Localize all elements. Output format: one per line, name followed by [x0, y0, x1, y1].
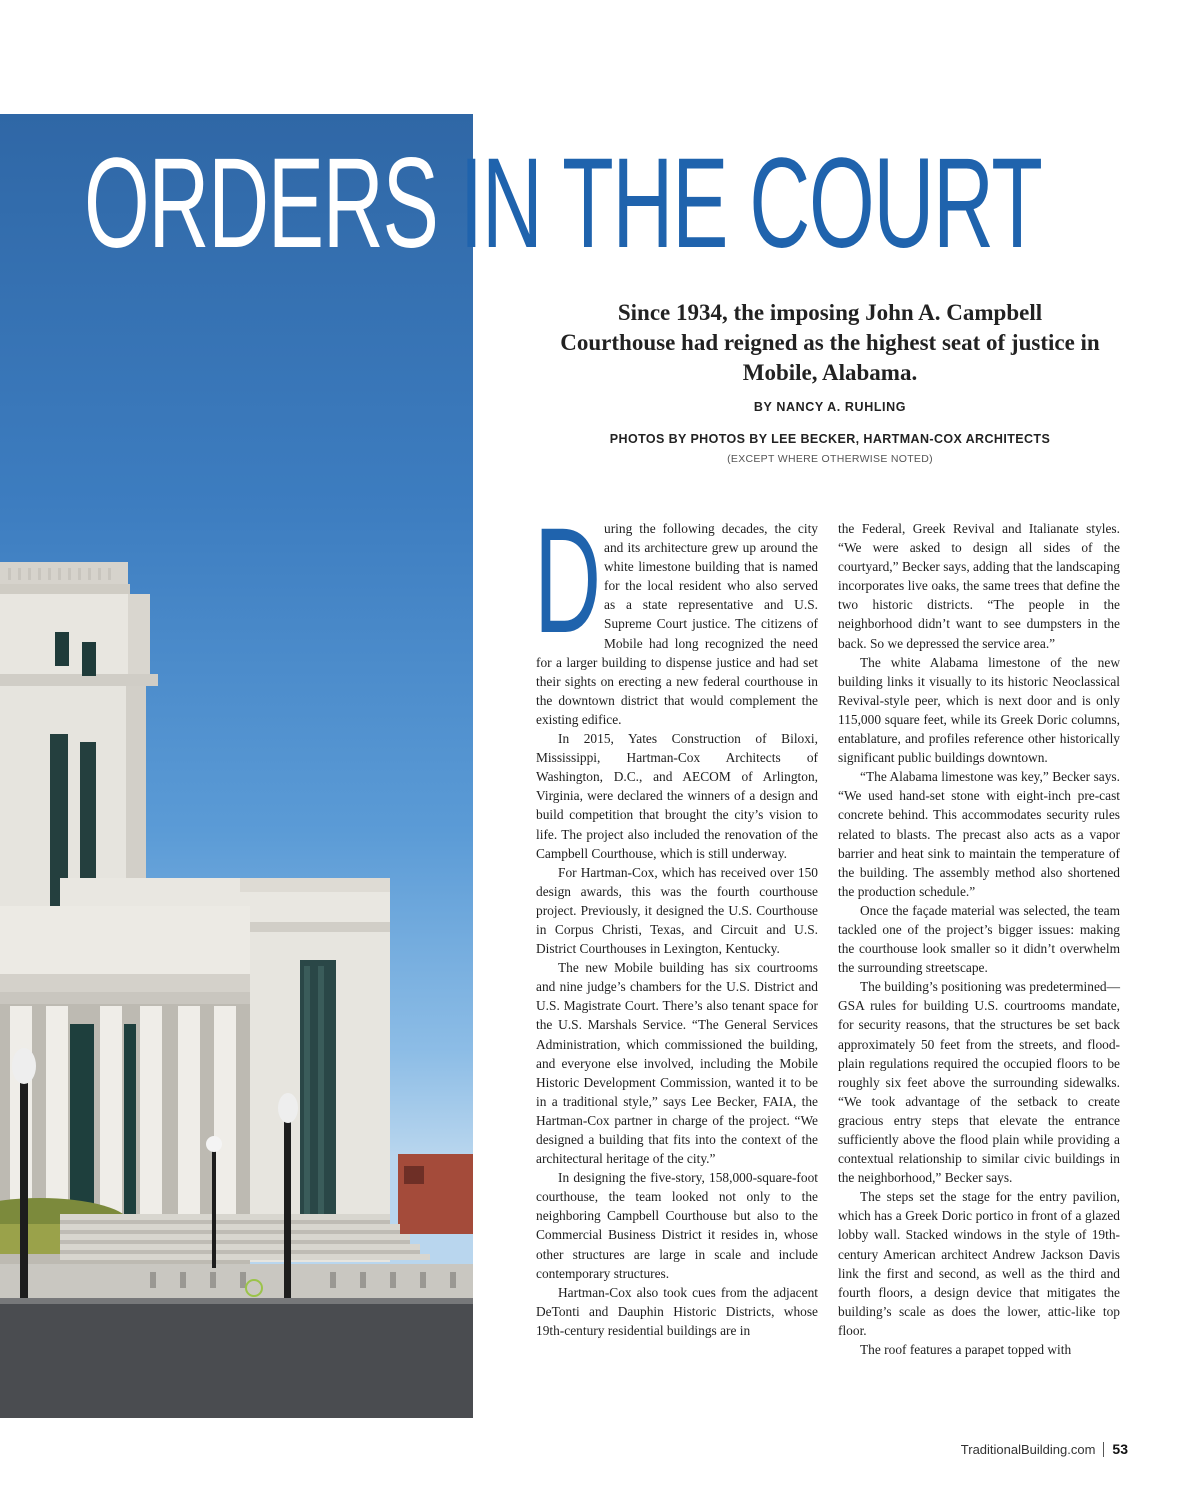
photo-credit-note: (EXCEPT WHERE OTHERWISE NOTED)	[727, 453, 933, 465]
courthouse-photo	[0, 114, 473, 1418]
footer-divider	[1103, 1442, 1104, 1457]
article-column-right	[838, 519, 1120, 1359]
headline-word-white: ORDERS	[84, 132, 438, 275]
article-paragraph: For Hartman-Cox, which has received over 150 design awards, this was the fourth courthouse project. Previously, it designed the U.S. Courthouse in Corpus Christi, Texas, and Circuit and U.S. District Courthouses in Lexington, Kentucky.	[536, 864, 818, 957]
article-column-left	[534, 496, 818, 1340]
article-paragraph: the Federal, Greek Revival and Italianate styles. “We were asked to design all sides of the courtyard,” Becker says, adding that the landscaping incorporates live oaks, the same trees that define the two historic districts. “The people in the neighborhood didn’t want to see dumpsters in the back. So we depressed the service area.”	[838, 521, 1120, 651]
article-paragraph: In 2015, Yates Construction of Biloxi, Mississippi, Hartman-Cox Architects of Washington, D.C., and AECOM of Arlington, Virginia, were declared the winners of a design and build competition that brought the city’s vision to life. The project also included the renovation of the Campbell Courthouse, which is still underway.	[536, 731, 818, 861]
article-paragraph: During the following decades, the city and its architecture grew up around the white limestone building that is named for the local resident who also served as a state representative and U.S. Supreme Court justice. The citizens of Mobile had long recognized the need for a larger building to dispense justice and had set their sights on erecting a new federal courthouse in the downtown district that would complement the existing edifice.	[534, 496, 818, 727]
page-number: 53	[1112, 1441, 1128, 1457]
headline-word-blue: IN THE COURT	[459, 132, 1042, 275]
headline	[84, 134, 1041, 274]
author-byline: BY NANCY A. RUHLING	[753, 400, 907, 414]
article-paragraph: The steps set the stage for the entry pavilion, which has a Greek Doric portico in front of a glazed lobby wall. Stacked windows in the style of 19th-century American architect Andrew Jackson Davis link the first and second, as well as the third and fourth floors, a design device that mitigates the building’s scale as does the lower, attic-like top floor.	[838, 1189, 1120, 1338]
drop-cap: D	[534, 496, 602, 664]
footer-site-link[interactable]: TraditionalBuilding.com	[960, 1441, 1096, 1457]
photo-credit: PHOTOS BY PHOTOS BY LEE BECKER, HARTMAN-COX ARCHITECTS	[609, 432, 1051, 446]
article-paragraph: Hartman-Cox also took cues from the adjacent DeTonti and Dauphin Historic Districts, whose 19th-century residential buildings are in	[536, 1284, 818, 1338]
article-paragraph: The new Mobile building has six courtrooms and nine judge’s chambers for the U.S. District and U.S. Magistrate Court. There’s also tenant space for the U.S. Marshals Service. “The General Services Administration, which commissioned the building, and everyone else involved, including the Mobile Historic Development Commission, wanted it to be in a traditional style,” says Lee Becker, FAIA, the Hartman-Cox partner in charge of the project. “We designed a building that fits into the context of the architectural heritage of the city.”	[536, 960, 818, 1167]
article-paragraph: Once the façade material was selected, the team tackled one of the project’s bigger issues: making the courthouse look smaller so it didn’t overwhelm the surrounding streetscape.	[838, 902, 1120, 976]
article-paragraph: The building’s positioning was predetermined—GSA rules for building U.S. courtrooms mandate, for security reasons, that the structures be set back approximately 50 feet from the streets, and flood-plain regulations required the occupied floors to be roughly six feet above the surrounding sidewalks. “We took advantage of the setback to create gracious entry steps that elevate the entrance sufficiently above the flood plain while providing a contextual relationship to similar civic buildings in the neighborhood,” Becker says.	[838, 979, 1120, 1186]
article-paragraph: The roof features a parapet topped with	[860, 1342, 1072, 1358]
article-paragraph: In designing the five-story, 158,000-square-foot courthouse, the team looked not only to the neighboring Campbell Courthouse but also to the Commercial Business District it resides in, whose other structures are large in scale and include contemporary structures.	[536, 1170, 818, 1281]
article-paragraph: “The Alabama limestone was key,” Becker says. “We used hand-set stone with eight-inch pre-cast concrete behind. This accommodates security rules related to blasts. The precast also acts as a vapor barrier and heat sink to maintain the temperature of the building. The assembly method also shortened the production schedule.”	[838, 769, 1120, 899]
article-paragraph: The white Alabama limestone of the new building links it visually to its historic Neoclassical Revival-style peer, which is next door and is only 115,000 square feet, while its Greek Doric columns, entablature, and profiles reference other historically significant public buildings downtown.	[838, 654, 1120, 766]
courthouse-illustration	[0, 114, 473, 1418]
deck-subheading: Since 1934, the imposing John A. Campbell Courthouse had reigned as the highest seat of justice in Mobile, Alabama.	[560, 300, 1100, 385]
page-footer	[961, 1441, 1128, 1457]
